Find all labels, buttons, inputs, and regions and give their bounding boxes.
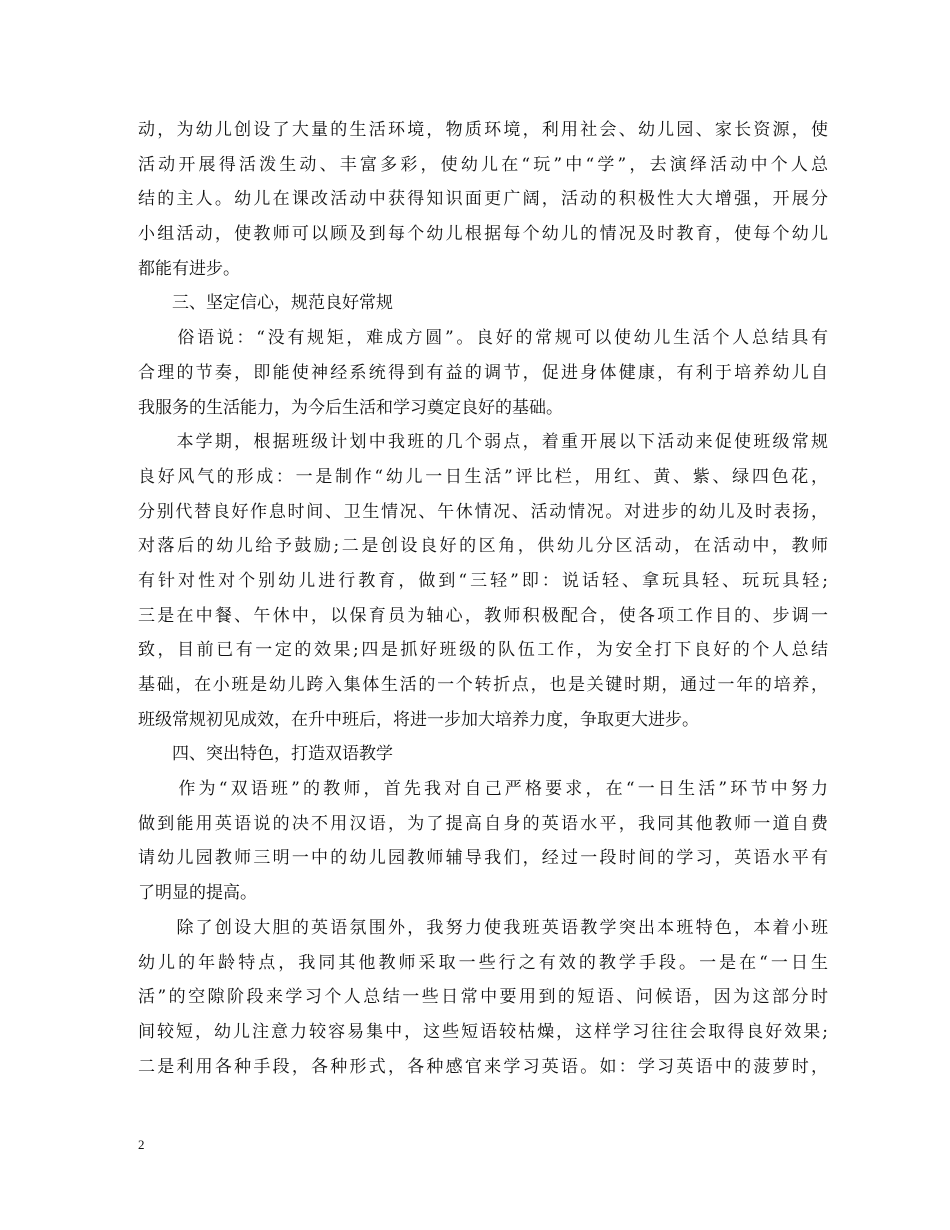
text-line: 基础，在小班是幼儿跨入集体生活的一个转折点，也是关键时期，通过一年的培养，	[138, 675, 828, 695]
text-line: 对落后的幼儿给予鼓励;二是创设良好的区角，供幼儿分区活动，在活动中，教师	[138, 536, 828, 557]
text-line: 有针对性对个别幼儿进行教育，做到“三轻”即：说话轻、拿玩具轻、玩玩具轻;	[138, 570, 828, 591]
text-line: 动，为幼儿创设了大量的生活环境，物质环境，利用社会、幼儿园、家长资源，使	[138, 120, 828, 140]
text-line: 致，目前已有一定的效果;四是抓好班级的队伍工作，为安全打下良好的个人总结	[138, 640, 828, 661]
text-line: 二是利用各种手段，各种形式，各种感官来学习英语。如：学习英语中的菠萝时，	[138, 1056, 828, 1077]
text-line: 分别代替良好作息时间、卫生情况、午休情况、活动情况。对进步的幼儿及时表扬，	[138, 501, 828, 522]
text-line: 我服务的生活能力，为今后生活和学习奠定良好的基础。	[138, 397, 563, 418]
text-line: 小组活动，使教师可以顾及到每个幼儿根据每个幼儿的情况及时教育，使每个幼儿	[138, 224, 828, 245]
text-line: 都能有进步。	[138, 258, 240, 279]
text-line: 结的主人。幼儿在课改活动中获得知识面更广阔，活动的积极性大大增强，开展分	[138, 189, 828, 210]
section-heading: 三、坚定信心，规范良好常规	[138, 293, 393, 314]
body-text	[138, 113, 828, 1084]
text-line: 合理的节奏，即能使神经系统得到有益的调节，促进身体健康，有利于培养幼儿自	[138, 362, 828, 383]
text-line: 活”的空隙阶段来学习个人总结一些日常中要用到的短语、问候语，因为这部分时	[138, 987, 828, 1008]
text-line: 三是在中餐、午休中，以保育员为轴心，教师积极配合，使各项工作目的、步调一	[138, 605, 828, 626]
text-line: 请幼儿园教师三明一中的幼儿园教师辅导我们，经过一段时间的学习，英语水平有	[138, 848, 828, 869]
page-number: 2	[138, 1137, 145, 1152]
text-line: 作为“双语班”的教师，首先我对自己严格要求，在“一日生活”环节中努力	[138, 779, 828, 800]
text-line: 间较短，幼儿注意力较容易集中，这些短语较枯燥，这样学习往往会取得良好效果;	[138, 1021, 828, 1042]
text-line: 俗语说：“没有规矩，难成方圆”。良好的常规可以使幼儿生活个人总结具有	[138, 328, 828, 349]
text-line: 做到能用英语说的决不用汉语，为了提高自身的英语水平，我同其他教师一道自费	[138, 813, 828, 834]
text-line: 本学期，根据班级计划中我班的几个弱点，着重开展以下活动来促使班级常规	[138, 432, 828, 453]
text-line: 除了创设大胆的英语氛围外，我努力使我班英语教学突出本班特色，本着小班	[138, 917, 828, 938]
section-heading: 四、突出特色，打造双语教学	[138, 744, 393, 765]
text-line: 幼儿的年龄特点，我同其他教师采取一些行之有效的教学手段。一是在“一日生	[138, 952, 828, 973]
text-line: 活动开展得活泼生动、丰富多彩，使幼儿在“玩”中“学”，去演绎活动中个人总	[138, 154, 828, 175]
text-line: 班级常规初见成效，在升中班后，将进一步加大培养力度，争取更大进步。	[138, 709, 699, 730]
text-line: 了明显的提高。	[138, 883, 257, 904]
text-line: 良好风气的形成：一是制作“幼儿一日生活”评比栏，用红、黄、紫、绿四色花，	[138, 466, 828, 487]
